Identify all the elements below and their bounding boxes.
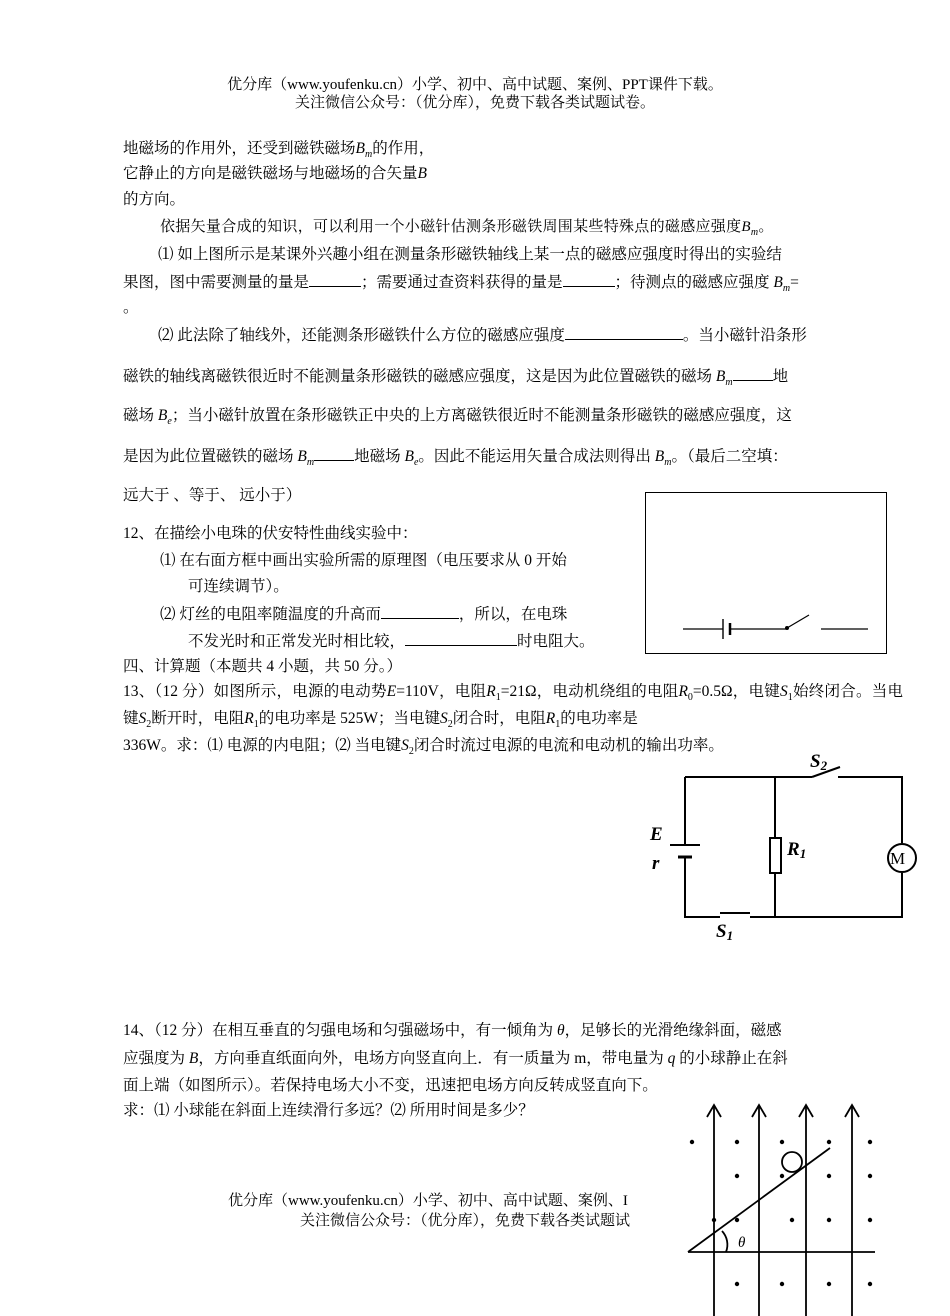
q14-line-4: 求：⑴ 小球能在斜面上连续滑行多远？⑵ 所用时间是多少？ bbox=[123, 1102, 534, 1119]
battery-switch-diagram bbox=[646, 493, 886, 653]
q11-line-3: 的方向。 bbox=[123, 191, 186, 208]
theta-label: θ bbox=[738, 1235, 746, 1251]
emf-label: E bbox=[650, 824, 663, 845]
footer-line-1: 优分库（www.youfenku.cn）小学、初中、高中试题、案例、I bbox=[228, 1193, 628, 1209]
header-line-2: 关注微信公众号：（优分库），免费下载各类试题试卷。 bbox=[294, 95, 655, 111]
q12-item-2-line-2: 不发光时和正常发光时相比较， 时电阻大。 bbox=[188, 633, 595, 650]
q11-line-2: 它静止的方向是磁铁磁场与地磁场的合矢量B bbox=[123, 165, 427, 182]
q13-circuit-diagram bbox=[640, 745, 920, 945]
motor-label: M bbox=[890, 849, 906, 868]
q13-text: 13、（12 分）如图所示，电源的电动势E=110V，电阻$R_1=21\Omega$，电动机绕组的电阻$R_0=0.5\Omega$，电键$S_1$始终闭合。当电键$S_2$断开时，电阻$R_1$的电功率是 525W；当电键$S_2$闭合时，电阻$R_1$的电功率是 336W。求：⑴ 电源的内电阻；⑵ 当电键$S_2$闭合时流过电源的电流和电动机的输出功率。 bbox=[123, 683, 903, 758]
q11-part2-line-5: 远大于 、等于、 远小于） bbox=[123, 487, 302, 504]
s1-label: S1 bbox=[716, 921, 734, 943]
q11-part2-line-4: 是因为此位置磁铁的磁场 $B_m$ 地磁场 $B_e$。因此不能运用矢量合成法则得出 $B_m$。（最后二空填： bbox=[123, 448, 788, 469]
footer-line-2: 关注微信公众号：（优分库），免费下载各类试题试 bbox=[300, 1213, 631, 1229]
internal-resistance-label: r bbox=[652, 853, 660, 874]
q14-line-3: 面上端（如图所示）。若保持电场大小不变，迅速把电场方向反转成竖直向下。 bbox=[123, 1077, 658, 1094]
q12-title: 12、在描绘小电珠的伏安特性曲线实验中： bbox=[123, 525, 418, 542]
q14-field-diagram bbox=[680, 1095, 880, 1316]
q12-item-2-line-1: ⑵ 灯丝的电阻率随温度的升高而 ，所以，在电珠 bbox=[160, 606, 568, 623]
section-4-title: 四、计算题（本题共 4 小题，共 50 分。） bbox=[123, 658, 403, 675]
q11-part1-line-1: ⑴ 如上图所示是某课外兴趣小组在测量条形磁铁轴线上某一点的磁感应强度时得出的实验结 bbox=[158, 246, 782, 263]
q11-line-1: 地磁场的作用外，还受到磁铁磁场$B_m$的作用， bbox=[123, 140, 435, 161]
q11-line-4: 依据矢量合成的知识，可以利用一个小磁针估测条形磁铁周围某些特殊点的磁感应强度$B_m$。 bbox=[160, 219, 774, 238]
q14-line-1: 14、（12 分）在相互垂直的匀强电场和匀强磁场中，有一倾角为 θ，足够长的光滑绝缘斜面，磁感 bbox=[123, 1022, 782, 1039]
s2-label: S2 bbox=[810, 751, 828, 773]
q14-line-2: 应强度为 B，方向垂直纸面向外，电场方向竖直向上．有一质量为 m，带电量为 q 的小球静止在斜 bbox=[123, 1050, 788, 1067]
q11-part1-line-2: 果图，图中需要测量的量是 ；需要通过查资料获得的量是 ；待测点的磁感应强度 $B_m=$ bbox=[123, 274, 799, 295]
q12-item-1-line-2: 可连续调节）。 bbox=[188, 578, 289, 595]
answer-box bbox=[645, 492, 887, 654]
q11-part2-line-1: ⑵ 此法除了轴线外，还能测条形磁铁什么方位的磁感应强度 。当小磁针沿条形 bbox=[158, 327, 807, 344]
q11-part2-line-2: 磁铁的轴线离磁铁很近时不能测量条形磁铁的磁感应强度，这是因为此位置磁铁的磁场 $B_m$ 地 bbox=[123, 368, 789, 389]
header-line-1: 优分库（www.youfenku.cn）小学、初中、高中试题、案例、PPT课件下载。 bbox=[227, 77, 723, 93]
q12-item-1-line-1: ⑴ 在右面方框中画出实验所需的原理图（电压要求从 0 开始 bbox=[160, 552, 567, 569]
q11-part1-end: 。 bbox=[123, 299, 139, 316]
r1-label: R1 bbox=[787, 839, 807, 861]
q11-part2-line-3: 磁场 $B_e$；当小磁针放置在条形磁铁正中央的上方离磁铁很近时不能测量条形磁铁的磁感应强度，这 bbox=[123, 407, 792, 428]
